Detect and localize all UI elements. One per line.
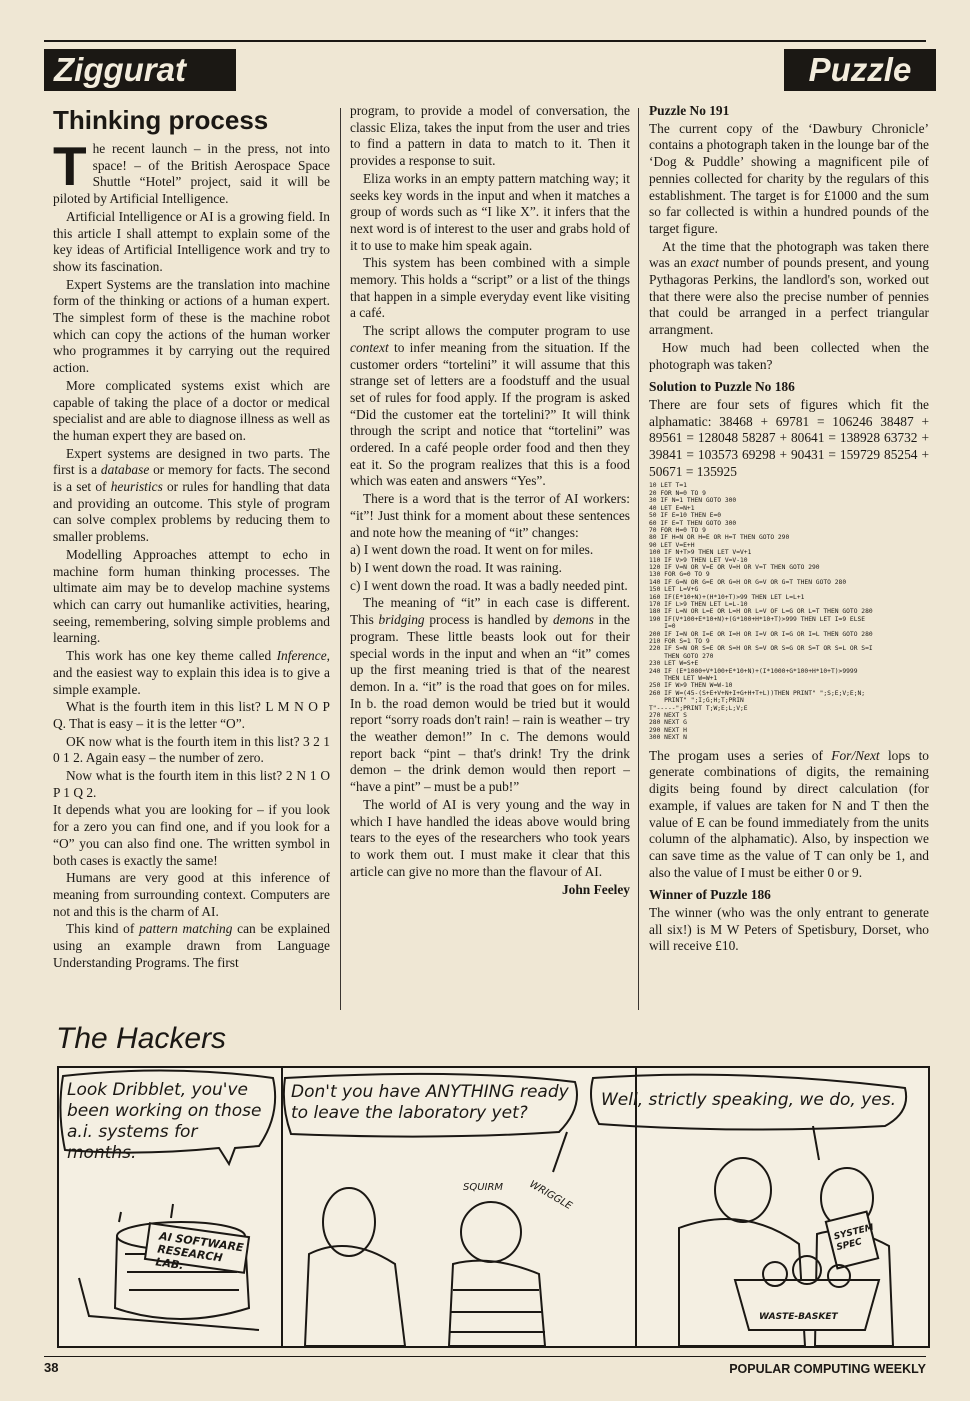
puzzle-paragraph: At the time that the photograph was taken there was an exact number of pounds present, and young Pythagoras Perkins, the landlord's son, worked out that there were also the precise number of pennies that could be arranged in a perfect triangular arrangment. — [649, 238, 929, 338]
article-paragraph: It depends what you are looking for – if you look for a zero you can find one, and if you look for a “O” you can also find one. The written symbol in both cases is exactly the same! — [53, 802, 330, 868]
puzzle-heading: Puzzle No 191 — [649, 103, 730, 118]
example-line: c) I went down the road. It was a badly needed pint. — [350, 577, 628, 593]
article-paragraph: Now what is the fourth item in this list? 2 N 1 O P 1 Q 2. — [53, 768, 330, 800]
article-paragraph: The world of AI is very young and the way in which I have handled the ideas above would bring tears to the eyes of the researchers who took years to work them out. I must make it clear that this article can give no more than the flavour of AI. — [350, 796, 630, 879]
article-paragraph: Expert Systems are the translation into machine form of the thinking or actions of a human expert. The simplest form of these is the machine robot which can copy the actions of the human worker who programmes it by carrying out the required action. — [53, 276, 330, 376]
section-tag-puzzle: Puzzle — [784, 49, 936, 91]
puzzle-column — [649, 103, 929, 956]
solution-heading: Solution to Puzzle No 186 — [649, 379, 795, 395]
programmer-stripes — [449, 1290, 545, 1332]
article-paragraph: This system has been combined with a simple memory. This holds a “script” or a list of the things that happen in a simple everyday event like visiting a café. — [350, 255, 630, 321]
solution-text: There are four sets of figures which fit the alphamatic: 38468 + 69781 = 106246 38487 + 89561 = 128048 58287 + 80641 = 138928 63732 + 39841 = 103573 69298 + 90431 = 159729 85254 + 50671 = 135925 — [649, 396, 929, 479]
speech-bubble-3-tail — [813, 1126, 819, 1160]
speech-text-1: Look Dribblet, you've been working on those a.i. systems for months. — [67, 1080, 262, 1163]
cartoon-title: The Hackers — [56, 1022, 227, 1055]
article-paragraph: The meaning of “it” in each case is different. This bridging process is handled by demons in the program. These little beasts look out for their special words in the input and when an “it” comes up the first meaning tried is that of the nearest demon. In a. “it” is the road that goes on for miles. In b. the road demon would be tried but it would report “sorry roads don't rain! – rain is weather – try the weather demon!” In c. The demons would report back “pint – that's drink! Try the drink demon – the drink demon would then report – “have a pint” – must be a pub!” — [350, 595, 631, 795]
waste-basket — [735, 1280, 879, 1330]
section-tag-ziggurat: Ziggurat — [44, 49, 236, 91]
article-paragraph: What is the fourth item in this list? L M N O P Q. That is easy – it is the letter “O”. — [53, 699, 330, 731]
article-paragraph: Eliza works in an empty pattern matching way; it seeks key words in the input and when it matches a group of words such as “I like X”. it infers that the next word is of interest to the user and grabs hold of it to use to make him speak again. — [350, 170, 630, 253]
article-paragraph: The script allows the computer program to use context to infer meaning from the situation. If the customer orders “tortelini” it will assume that this strange set of letters are a foodstuff and the usual set of rules for food apply. If the program is asked “Did the customer eat the tortelini?” It will think through the script and notice that “tortelini” was ordered. In a café people order food and then they eat it. So the program realizes that this is a food which was eaten and answers “Yes”. — [350, 323, 630, 489]
speech-bubble-2-tail — [553, 1132, 567, 1172]
author-byline: John Feeley — [561, 882, 630, 898]
programmer-head — [461, 1202, 521, 1262]
winner-text: The winner (who was the only entrant to generate all six!) is M W Peters of Spetisbury, Dorset, who will receive £10. — [649, 905, 929, 954]
waste-basket-label: WASTE-BASKET — [759, 1312, 838, 1322]
article-paragraph: Artificial Intelligence or AI is a growing field. In this article I shall attempt to explain some of the key ideas of Artificial Intelligence work and try to show its fascination. — [53, 208, 330, 274]
programmer-body — [449, 1261, 545, 1346]
column-divider — [340, 108, 341, 1010]
example-line: a) I went down the road. It went on for miles. — [350, 542, 594, 558]
example-line: b) I went down the road. It was raining. — [350, 559, 562, 575]
speech-text-2: Don't you have ANYTHING ready to leave the laboratory yet? — [291, 1082, 569, 1123]
bottom-rule — [44, 1356, 926, 1357]
winner-heading: Winner of Puzzle 186 — [649, 887, 771, 903]
sfx-wriggle: WRIGGLE — [527, 1178, 574, 1213]
sfx-squirm: SQUIRM — [463, 1182, 504, 1193]
puzzle-paragraph: The current copy of the ‘Dawbury Chronicle’ contains a photograph taken in the lounge bar of the ‘Dog & Puddle’ showing a magnificent pile of pennies collected for charity by the regulars of this establishment. The target is for £1000 and the sum so far collected is within a hundred pounds of the target figure. — [649, 120, 929, 236]
article-column-1 — [53, 103, 330, 972]
top-rule — [44, 40, 926, 42]
system-spec-label: SYSTEM SPEC — [832, 1222, 875, 1254]
speech-text-3: Well, strictly speaking, we do, yes. — [601, 1090, 896, 1110]
article-paragraph: This work has one key theme called Inference, and the easiest way to explain this idea is to give a simple example. — [53, 648, 330, 697]
page-number: 38 — [44, 1360, 59, 1375]
article-title: Thinking process — [53, 105, 269, 135]
article-paragraph: program, to provide a model of conversation, the classic Eliza, takes the input from the user and tries to find a pattern in data to match to it. Then it provides a response to suit. — [350, 103, 630, 169]
article-paragraph: This kind of pattern matching can be explained using an example drawn from Language Understanding Programs. The first — [53, 921, 330, 970]
puzzle-paragraph: How much had been collected when the photograph was taken? — [649, 339, 929, 372]
cartoon-strip — [57, 1066, 930, 1348]
article-paragraph: Expert systems are designed in two parts. The first is a database or memory for facts. The second is a set of heuristics or rules for handling that data and providing an outcome. This style of program can solve complex problems by reducing them to smaller problems. — [53, 445, 330, 545]
basic-program-listing: 10 LET T=1 20 FOR N=0 TO 9 30 IF N=1 THEN GOTO 300 40 LET E=N+1 50 IF E=10 THEN E=0 60 IF E=T THEN GOTO 300 70 FOR H=0 TO 9 80 IF H=N OR H=E OR H=T THEN GOTO 290 90 LET V=E+H 100 IF N+T>9 THEN LET V=V+1 110 IF V>9 THEN LET V=V-10 120 IF V=N OR V=E OR V=H OR V=T THEN GOTO 290 130 FOR G=0 TO 9 140 IF G=N OR G=E OR G=H OR G=V OR G=T THEN GOTO 280 150 LET L=V+G 160 IF(E*10+N)+(H*10+T)>99 THEN LET L=L+1 170 IF L>9 THEN LET L=L-10 180 IF L=N OR L=E OR L=H OR L=V OF L=G OR L=T THEN GOTO 280 190 IF(V*100+E*10+N)+(G*100+H*10+T)>999 THEN LET I=9 ELSE I=0 200 IF I=N OR I=E OR I=H OR I=V OR I=G OR I=L THEN GOTO 280 210 FOR S=1 TO 9 220 IF S=N OR S=E OR S=H OR S=V OR S=G OR S=T OR S=L OR S=I THEN GOTO 270 230 LET W=S+E 240 IF (E*1000+V*100+E*10+N)+(I*1000+G*100+H*10+T)>9999 THEN LET W=W+1 250 IF W>9 THEN W=W-10 260 IF W=(45-(S+E+V+N+I+G+H+T+L))THEN PRINT" ";S;E;V;E;N; PRINT" ";I;G;H;T;PRIN T"-----";PRINT T;W;E;L;V;E 270 NEXT S 280 NEXT G 290 NEXT H 300 NEXT N — [649, 482, 873, 742]
column-divider — [638, 108, 639, 1010]
manager-body — [305, 1246, 405, 1346]
lab-sign-text: AI SOFTWARE RESEARCH LAB. — [154, 1229, 245, 1273]
article-paragraph: Humans are very good at this inference of meaning from surrounding context. Computers are not and this is the charm of AI. — [53, 870, 330, 919]
article-paragraph: Modelling Approaches attempt to echo in machine form human thinking processes. The ultimate aim may be to develop machine systems which can carry out humanlike activities, hearing, seeing, remembering, solving simple problems and learning. — [53, 546, 330, 646]
article-column-2 — [350, 103, 630, 899]
article-paragraph: OK now what is the fourth item in this list? 3 2 1 0 1 2. Again easy – the number of zero. — [53, 733, 330, 766]
article-paragraph: The recent launch – in the press, not into space! – of the British Aerospace Space Shuttle “Hotel” project, said it will be piloted by Artificial Intelligence. — [53, 135, 330, 207]
article-paragraph: More complicated systems exist which are capable of taking the place of a doctor or medical specialist and are able to diagnose illness as well as the human expert they are based on. — [53, 377, 330, 443]
magazine-name: POPULAR COMPUTING WEEKLY — [729, 1362, 926, 1376]
manager-head-3 — [715, 1158, 771, 1222]
solution-explanation: The progam uses a series of For/Next lops to generate combinations of digits, the remaining digits being found by direct calculation (for example, if values are taken for N and T then the value of E can be found immediately from the units column of the alphamatic). Also, by inspection we can save time as the value of T can only be 1, and also the value of I must be either 0 or 9. — [649, 747, 929, 880]
drop-cap: T — [53, 135, 87, 197]
article-paragraph: There is a word that is the terror of AI workers: “it”! Just think for a moment about these sentences and note how the meaning of “it” changes: — [350, 491, 630, 540]
